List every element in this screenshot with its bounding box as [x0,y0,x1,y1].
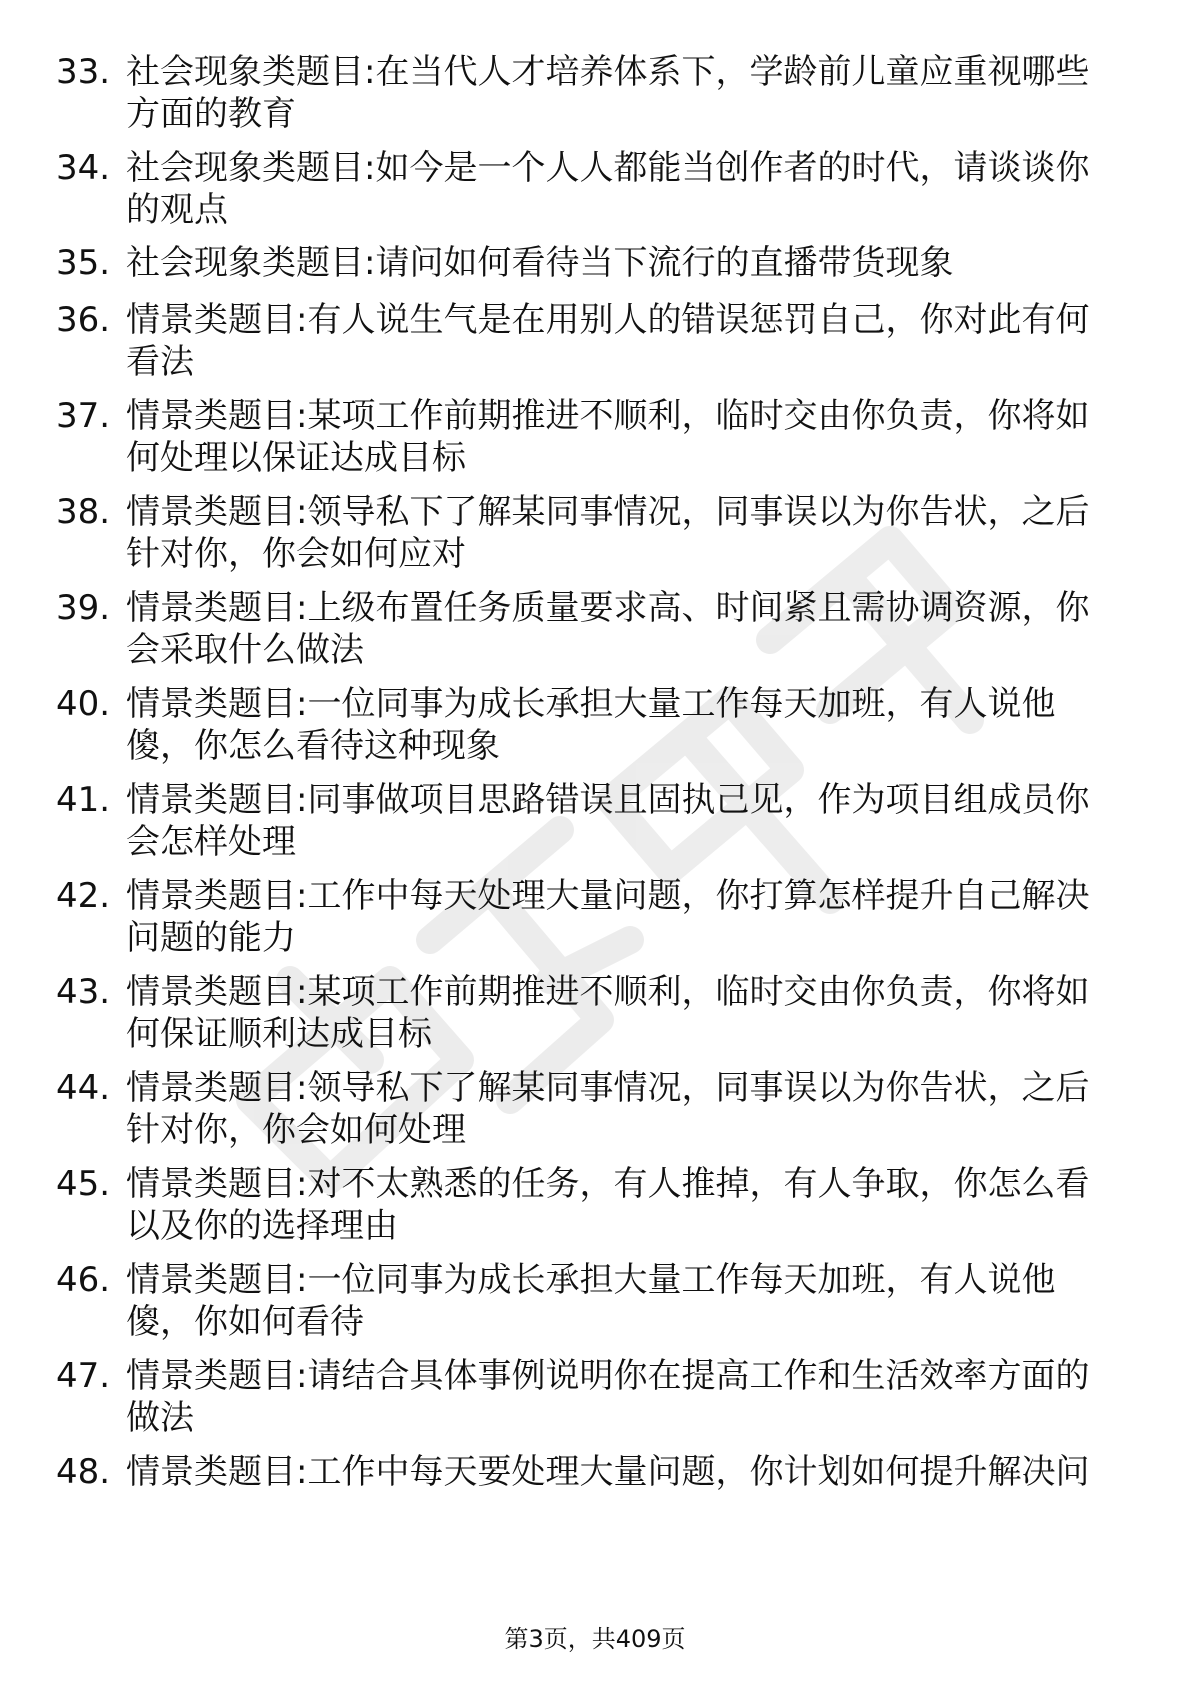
item-text-line1: 社会现象类题目:在当代人才培养体系下，学龄前儿童应重视哪些 [126,52,1090,92]
item-number: 36. [56,300,111,340]
item-number: 43. [56,972,111,1012]
item-text-line1: 情景类题目:一位同事为成长承担大量工作每天加班，有人说他 [126,1260,1056,1300]
item-number: 39. [56,588,111,628]
page-number: 第3页，共409页 [504,1625,686,1653]
item-text-line2: 看法 [126,342,194,382]
item-number: 35. [56,243,111,283]
item-text-line1: 情景类题目:工作中每天处理大量问题，你打算怎样提升自己解决 [126,876,1090,916]
item-text-line1: 情景类题目:某项工作前期推进不顺利，临时交由你负责，你将如 [126,972,1090,1012]
item-text-line1: 情景类题目:同事做项目思路错误且固执己见，作为项目组成员你 [126,780,1090,820]
item-number: 46. [56,1260,111,1300]
item-text-line1: 情景类题目:有人说生气是在用别人的错误惩罚自己，你对此有何 [126,300,1090,340]
item-text-line1: 情景类题目:领导私下了解某同事情况，同事误以为你告状，之后 [126,492,1090,532]
item-text-line1: 情景类题目:领导私下了解某同事情况，同事误以为你告状，之后 [126,1068,1090,1108]
item-text-line2: 的观点 [126,190,228,230]
item-text-line2: 以及你的选择理由 [126,1206,398,1246]
item-text-line2: 会怎样处理 [126,822,296,862]
item-text-line1: 情景类题目:一位同事为成长承担大量工作每天加班，有人说他 [126,684,1056,724]
item-text-line2: 傻，你怎么看待这种现象 [126,726,500,766]
item-text-line1: 社会现象类题目:如今是一个人人都能当创作者的时代，请谈谈你 [126,148,1090,188]
item-text-line2: 针对你，你会如何应对 [126,534,466,574]
item-number: 44. [56,1068,111,1108]
item-text-line1: 情景类题目:对不太熟悉的任务，有人推掉，有人争取，你怎么看 [126,1164,1090,1204]
item-number: 45. [56,1164,111,1204]
item-number: 41. [56,780,111,820]
item-text-line2: 何保证顺利达成目标 [126,1014,432,1054]
item-number: 48. [56,1452,111,1492]
item-number: 38. [56,492,111,532]
item-text-line2: 做法 [126,1398,194,1438]
item-text-line2: 方面的教育 [126,94,296,134]
item-text-line2: 何处理以保证达成目标 [126,438,466,478]
item-number: 40. [56,684,111,724]
item-text-line1: 情景类题目:工作中每天要处理大量问题，你计划如何提升解决问 [126,1452,1090,1492]
item-text-line2: 会采取什么做法 [126,630,364,670]
item-number: 47. [56,1356,111,1396]
item-text-line1: 情景类题目:某项工作前期推进不顺利，临时交由你负责，你将如 [126,396,1090,436]
item-text-line1: 情景类题目:上级布置任务质量要求高、时间紧且需协调资源，你 [126,588,1090,628]
item-number: 37. [56,396,111,436]
item-number: 33. [56,52,111,92]
item-text-line2: 针对你，你会如何处理 [126,1110,466,1150]
item-text-line1: 社会现象类题目:请问如何看待当下流行的直播带货现象 [126,243,954,283]
item-text-line2: 问题的能力 [126,918,296,958]
item-number: 42. [56,876,111,916]
item-text-line1: 情景类题目:请结合具体事例说明你在提高工作和生活效率方面的 [126,1356,1090,1396]
item-text-line2: 傻，你如何看待 [126,1302,364,1342]
item-number: 34. [56,148,111,188]
